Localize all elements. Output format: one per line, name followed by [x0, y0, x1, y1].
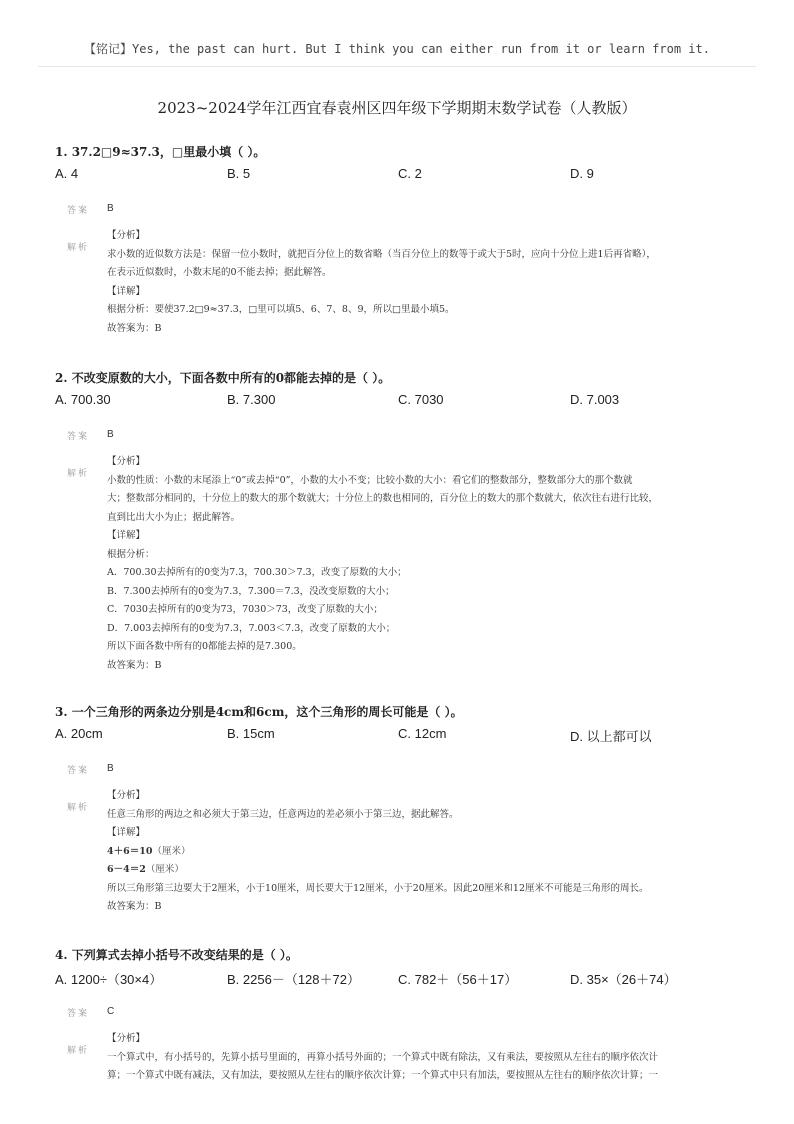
option-c[interactable]: C. 782＋（56＋17） — [398, 972, 518, 987]
answer-label: 答案 — [67, 766, 90, 776]
analysis-label: 解析 — [67, 1046, 90, 1056]
analysis-line: 求小数的近似数方法是：保留一位小数时，就把百分位上的数省略（当百分位上的数等于或大于5时，应向十分位上进1后再省略）， — [107, 248, 656, 260]
analysis-line: 【详解】 — [107, 530, 146, 541]
question-1-solution — [55, 203, 745, 338]
question-1 — [55, 144, 745, 338]
analysis-line: 在表示近似数时，小数末尾的0不能去掉；据此解答。 — [107, 267, 332, 278]
question-2-solution — [55, 429, 745, 675]
analysis-line: 算；一个算式中既有减法，又有加法，要按照从左往右的顺序依次计算；一个算式中只有加法，要按照从左往右的顺序依次计算；一 — [107, 1070, 659, 1081]
analysis-text — [107, 453, 745, 675]
analysis-line: B．7.300去掉所有的0变为7.3，7.300＝7.3，没改变原数的大小； — [107, 585, 395, 597]
formula-expression: 4＋6＝10 — [107, 845, 153, 857]
question-3 — [55, 704, 745, 917]
option-a[interactable]: A. 700.30 — [55, 392, 111, 407]
analysis-line: 任意三角形的两边之和必须大于第三边，任意两边的差必须小于第三边，据此解答。 — [107, 808, 459, 820]
analysis-line: 【分析】 — [107, 230, 146, 241]
option-c[interactable]: C. 2 — [398, 166, 422, 181]
motto-header: 【铭记】Yes, the past can hurt. But I think you can either run from it or learn from it. — [84, 42, 710, 56]
analysis-line: 故答案为：B — [107, 901, 162, 912]
header-divider — [38, 66, 756, 67]
option-a[interactable]: A. 20cm — [55, 726, 103, 741]
answer-label: 答案 — [67, 432, 90, 442]
formula-unit: （厘米） — [152, 845, 191, 857]
analysis-line: A．700.30去掉所有的0变为7.3，700.30＞7.3，改变了原数的大小； — [107, 567, 407, 578]
formula-line — [107, 861, 745, 880]
question-3-solution — [55, 763, 745, 917]
option-c[interactable]: C. 12cm — [398, 726, 447, 741]
option-d[interactable]: D. 35×（26＋74） — [570, 972, 677, 987]
analysis-line: 所以下面各数中所有的0都能去掉的是7.300。 — [107, 641, 302, 652]
question-4-solution — [55, 1006, 745, 1086]
analysis-line: 大；整数部分相同的，十分位上的数大的那个数就大；十分位上的数也相同的，百分位上的数大的那个数就大，依次往右进行比较， — [107, 493, 659, 504]
formula-line — [107, 843, 745, 862]
analysis-line: 根据分析： — [107, 548, 155, 560]
answer-value: C — [107, 1006, 115, 1017]
option-a[interactable]: A. 4 — [55, 166, 79, 181]
formula-expression: 6－4＝2 — [107, 864, 146, 875]
answer-value: B — [107, 429, 114, 440]
analysis-text — [107, 1030, 745, 1086]
question-4 — [55, 947, 745, 1086]
option-a[interactable]: A. 1200÷（30×4） — [55, 972, 163, 987]
question-2-options — [55, 392, 745, 412]
analysis-line: 故答案为：B — [107, 659, 162, 671]
analysis-line: 小数的性质：小数的末尾添上“0”或去掉“0”，小数的大小不变；比较小数的大小：看它们的整数部分，整数部分大的那个数就 — [107, 474, 633, 486]
analysis-line: 【详解】 — [107, 285, 146, 297]
analysis-line: 【分析】 — [107, 456, 146, 467]
analysis-line: 【分析】 — [107, 790, 146, 801]
analysis-line: 根据分析：要使37.2□9≈37.3，□里可以填5、6、7、8、9，所以□里最小填5。 — [107, 304, 455, 315]
question-1-stem: 1. 37.2□9≈37.3，□里最小填（ ）。 — [55, 145, 266, 159]
answer-label: 答案 — [67, 1009, 90, 1019]
analysis-line: C．7030去掉所有的0变为73，7030＞73，改变了原数的大小； — [107, 604, 383, 615]
option-b[interactable]: B. 5 — [227, 166, 251, 181]
page-title: 2023~2024学年江西宜春袁州区四年级下学期期末数学试卷（人教版） — [157, 99, 637, 117]
question-2 — [55, 370, 745, 675]
analysis-line: 【分析】 — [107, 1033, 146, 1044]
analysis-line: 所以三角形第三边要大于2厘米，小于10厘米，周长要大于12厘米，小于20厘米。因此20厘米和12厘米不可能是三角形的周长。 — [107, 882, 649, 894]
analysis-text — [107, 227, 745, 338]
question-4-options — [55, 969, 745, 989]
question-2-stem: 2. 不改变原数的大小，下面各数中所有的0都能去掉的是（ ）。 — [55, 371, 391, 385]
analysis-line: 直到比出大小为止；据此解答。 — [107, 511, 241, 523]
analysis-label: 解析 — [67, 243, 90, 253]
analysis-line: 一个算式中，有小括号的，先算小括号里面的，再算小括号外面的；一个算式中既有除法，又有乘法，要按照从左往右的顺序依次计 — [107, 1051, 659, 1063]
answer-label: 答案 — [67, 206, 90, 216]
question-1-options — [55, 166, 745, 186]
option-c[interactable]: C. 7030 — [398, 392, 444, 407]
option-d[interactable]: D. 以上都可以 — [570, 729, 652, 744]
analysis-label: 解析 — [67, 803, 90, 813]
analysis-line: 【详解】 — [107, 827, 146, 838]
analysis-text — [107, 787, 745, 917]
question-3-stem: 3. 一个三角形的两条边分别是4cm和6cm，这个三角形的周长可能是（ ）。 — [55, 705, 463, 719]
answer-value: B — [107, 203, 114, 214]
analysis-label: 解析 — [67, 469, 90, 479]
formula-unit: （厘米） — [145, 864, 184, 875]
option-d[interactable]: D. 9 — [570, 166, 594, 181]
analysis-line: 故答案为：B — [107, 322, 162, 334]
question-4-stem: 4. 下列算式去掉小括号不改变结果的是（ ）。 — [55, 948, 298, 962]
option-b[interactable]: B. 2256－（128＋72） — [227, 972, 360, 987]
option-d[interactable]: D. 7.003 — [570, 392, 620, 407]
question-3-options — [55, 726, 745, 746]
answer-value: B — [107, 763, 114, 774]
option-b[interactable]: B. 15cm — [227, 726, 275, 741]
option-b[interactable]: B. 7.300 — [227, 392, 276, 407]
analysis-line: D．7.003去掉所有的0变为7.3，7.003＜7.3，改变了原数的大小； — [107, 622, 396, 634]
